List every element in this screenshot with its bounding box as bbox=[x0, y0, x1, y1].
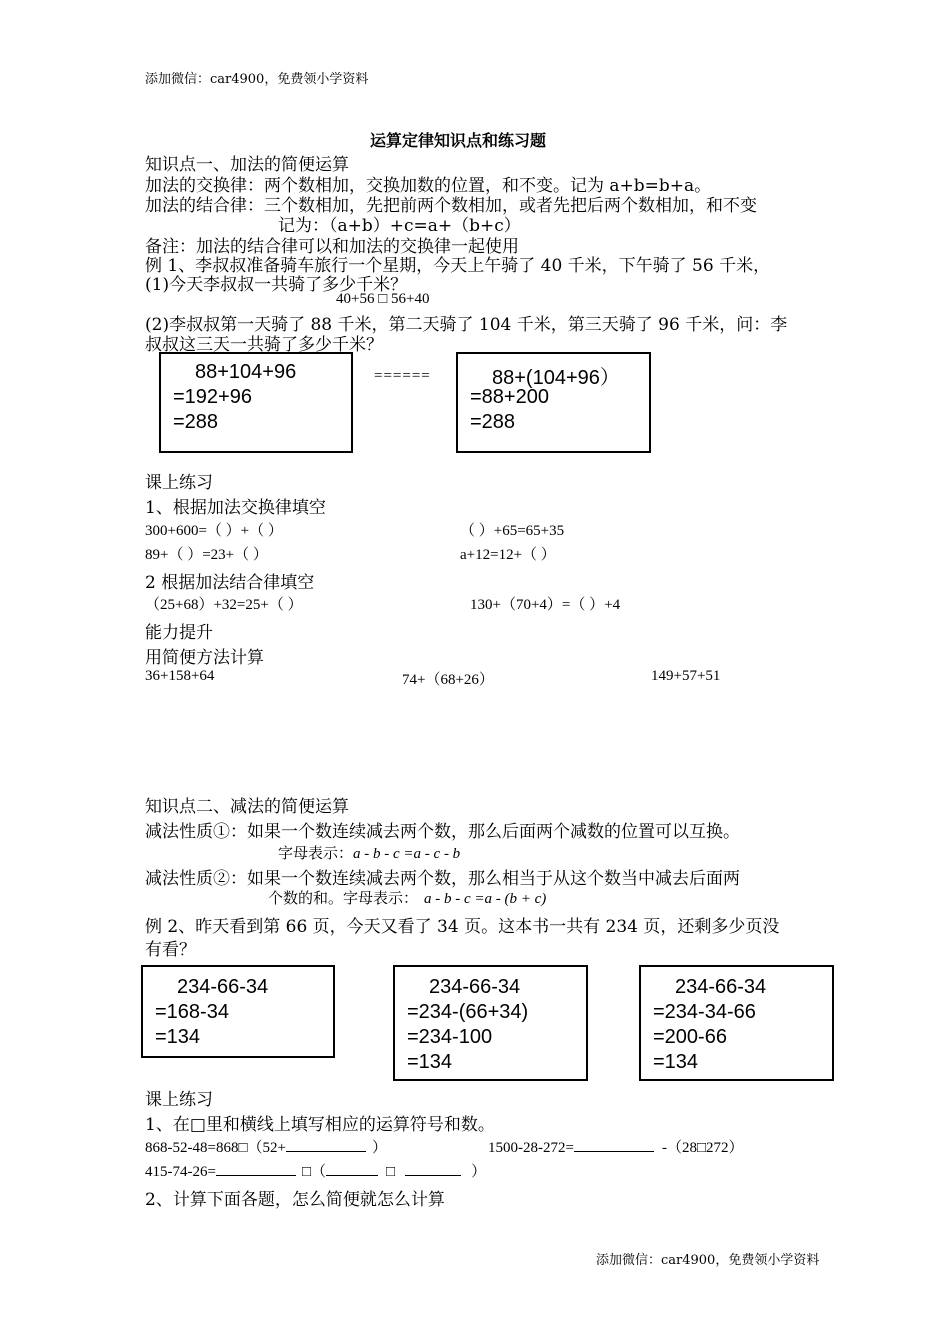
fill-text: 1500-28-272= bbox=[488, 1140, 574, 1156]
practice2-2-heading: 2、计算下面各题，怎么简便就怎么计算 bbox=[145, 1190, 445, 1210]
commutative-law: 加法的交换律：两个数相加，交换加数的位置，和不变。记为 a+b=b+a。 bbox=[145, 176, 712, 196]
question2-line1: (2)李叔叔第一天骑了 88 千米，第二天骑了 104 千米，第三天骑了 96 千米，问：李 bbox=[145, 315, 788, 335]
section1-heading: 知识点一、加法的简便运算 bbox=[145, 155, 349, 175]
formula-label: 个数的和。字母表示： bbox=[268, 891, 419, 907]
calc-heading: 用简便方法计算 bbox=[145, 648, 264, 668]
calc-item-b: 74+（68+26） bbox=[402, 672, 494, 688]
box-line: 234-66-34 bbox=[177, 976, 269, 998]
practice2-heading: 2 根据加法结合律填空 bbox=[145, 573, 315, 593]
box-line: 234-66-34 bbox=[429, 976, 521, 998]
box-line: =234-(66+34) bbox=[407, 1001, 529, 1023]
example2-line1: 例 2、昨天看到第 66 页，今天又看了 34 页。这本书一共有 234 页，还剩多少页没 bbox=[145, 917, 780, 937]
practice1-item-c: 89+（ ）=23+（ ） bbox=[145, 547, 268, 563]
footer-note: 添加微信：car4900，免费领小学资料 bbox=[596, 1253, 820, 1268]
example1: 例 1、李叔叔准备骑车旅行一个星期，今天上午骑了 40 千米，下午骑了 56 千米， bbox=[145, 256, 771, 276]
improve-heading: 能力提升 bbox=[145, 623, 213, 643]
box-line: 234-66-34 bbox=[675, 976, 767, 998]
calc-item-c: 149+57+51 bbox=[651, 668, 721, 684]
practice2-item-a: （25+68）+32=25+（ ） bbox=[145, 597, 303, 613]
box-line: 88+104+96 bbox=[195, 361, 297, 383]
formula-label: 字母表示： bbox=[278, 846, 354, 862]
box-line: =288 bbox=[173, 411, 219, 433]
property2-formula bbox=[268, 887, 546, 908]
fill-text: □（ bbox=[301, 1164, 327, 1180]
answer-blank[interactable] bbox=[326, 1161, 378, 1176]
practice-heading-2: 课上练习 bbox=[145, 1090, 213, 1110]
property1-formula bbox=[278, 842, 460, 863]
fill-text: ） bbox=[471, 1164, 487, 1180]
practice1-item-a: 300+600=（ ）+（ ） bbox=[145, 523, 283, 539]
box-line: =88+200 bbox=[470, 386, 549, 408]
answer-blank[interactable] bbox=[405, 1161, 461, 1176]
page-title: 运算定律知识点和练习题 bbox=[370, 131, 547, 150]
header-note: 添加微信：car4900，免费领小学资料 bbox=[145, 72, 369, 87]
calc-item-a: 36+158+64 bbox=[145, 668, 215, 684]
compare-expression: 40+56 □ 56+40 bbox=[336, 291, 430, 307]
practice1-heading: 1、根据加法交换律填空 bbox=[145, 498, 326, 518]
practice1-item-d: a+12=12+（ ） bbox=[460, 547, 556, 563]
box-line: 88+(104+96） bbox=[492, 367, 620, 389]
solution-box-2 bbox=[393, 965, 588, 1081]
fill-item-a bbox=[145, 1136, 387, 1157]
practice1-item-b: （ ）+65=65+35 bbox=[460, 523, 565, 539]
solution-box-1 bbox=[141, 965, 335, 1058]
equals-connector: ====== bbox=[374, 368, 431, 384]
section2-heading: 知识点二、减法的简便运算 bbox=[145, 797, 349, 817]
associative-law: 加法的结合律：三个数相加，先把前两个数相加，或者先把后两个数相加，和不变 bbox=[145, 196, 757, 216]
box-line: =134 bbox=[653, 1051, 699, 1073]
subtraction-property2-line1: 减法性质②：如果一个数连续减去两个数，那么相当于从这个数当中减去后面两 bbox=[145, 869, 740, 889]
fill-text: 415-74-26= bbox=[145, 1164, 216, 1180]
box-line: =234-100 bbox=[407, 1026, 493, 1048]
subtraction-property1: 减法性质①：如果一个数连续减去两个数，那么后面两个减数的位置可以互换。 bbox=[145, 822, 740, 842]
fill-text: 868-52-48=868□（52+ bbox=[145, 1140, 286, 1156]
box-line: =288 bbox=[470, 411, 516, 433]
formula-expression: a - b - c =a - (b + c) bbox=[424, 891, 547, 907]
formula-expression: a - b - c =a - c - b bbox=[353, 846, 461, 862]
box-line: =134 bbox=[407, 1051, 453, 1073]
solution-box-right bbox=[456, 352, 651, 453]
box-line: =200-66 bbox=[653, 1026, 727, 1048]
answer-blank[interactable] bbox=[286, 1137, 366, 1152]
box-line: =234-34-66 bbox=[653, 1001, 756, 1023]
solution-box-3 bbox=[639, 965, 834, 1081]
practice2-1-heading: 1、在□里和横线上填写相应的运算符号和数。 bbox=[145, 1115, 495, 1135]
solution-box-left bbox=[159, 352, 353, 453]
fill-item-b bbox=[488, 1136, 744, 1157]
answer-blank[interactable] bbox=[216, 1161, 296, 1176]
associative-formula: 记为：（a+b）+c=a+（b+c） bbox=[278, 216, 521, 236]
box-line: =168-34 bbox=[155, 1001, 229, 1023]
box-line: =134 bbox=[155, 1026, 201, 1048]
fill-item-c bbox=[145, 1160, 486, 1181]
remark: 备注：加法的结合律可以和加法的交换律一起使用 bbox=[145, 237, 519, 257]
question2-line2: 叔叔这三天一共骑了多少千米？ bbox=[145, 335, 383, 355]
fill-text: -（28□272） bbox=[661, 1140, 744, 1156]
question1: (1)今天李叔叔一共骑了多少千米？ bbox=[145, 275, 408, 295]
fill-text: ） bbox=[371, 1140, 387, 1156]
fill-text: □ bbox=[386, 1164, 396, 1180]
practice-heading: 课上练习 bbox=[145, 473, 213, 493]
practice2-item-b: 130+（70+4）=（ ）+4 bbox=[470, 597, 621, 613]
answer-blank[interactable] bbox=[574, 1137, 654, 1152]
box-line: =192+96 bbox=[173, 386, 252, 408]
example2-line2: 有看？ bbox=[145, 940, 196, 960]
